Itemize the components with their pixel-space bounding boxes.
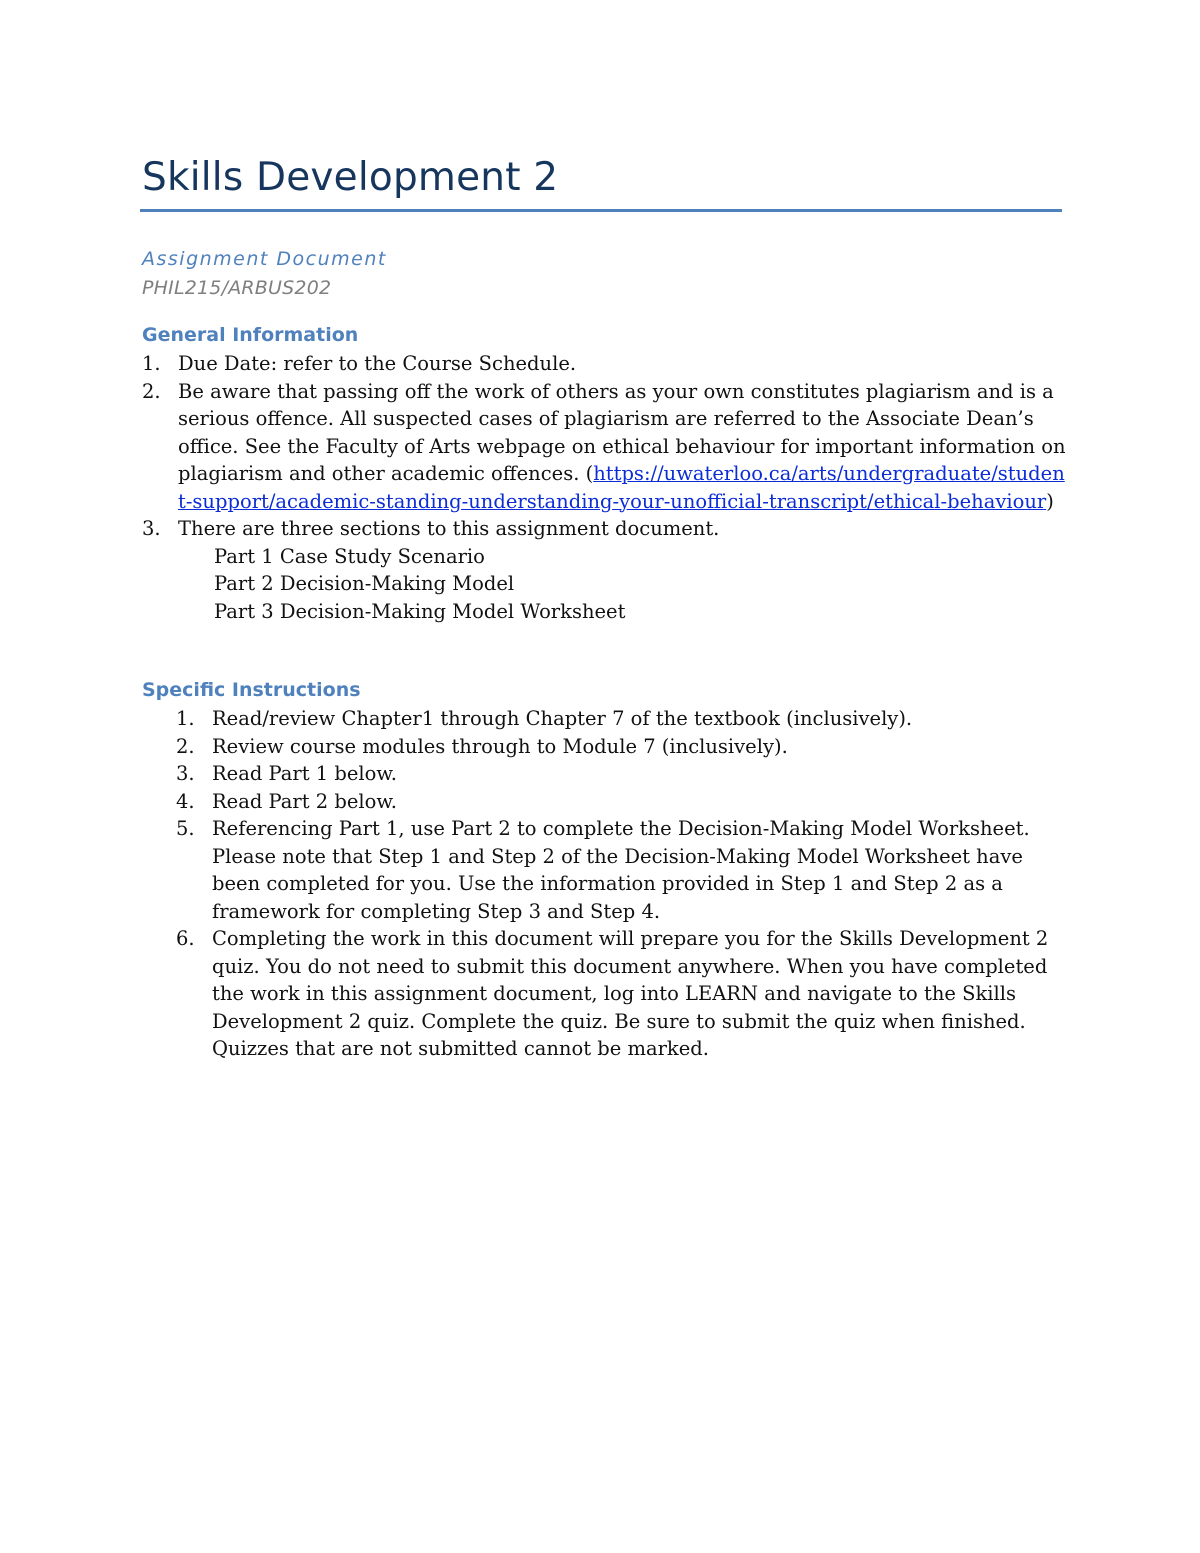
list-item-text: Read Part 1 below.	[212, 762, 397, 785]
part-item: Part 2 Decision-Making Model	[214, 572, 515, 595]
general-information-list	[142, 350, 1067, 625]
link-closing-paren: )	[1046, 489, 1054, 513]
list-item-text: Read Part 2 below.	[212, 789, 397, 813]
list-item	[176, 815, 1066, 925]
specific-instructions-list	[176, 705, 1066, 1063]
list-item-text: Review course modules through to Module 7 (inclusively).	[212, 734, 788, 758]
list-item	[176, 760, 1066, 788]
general-information-heading: General Information	[142, 324, 359, 346]
title-underline	[140, 209, 1062, 212]
course-code: PHIL215/ARBUS202	[142, 277, 332, 299]
list-item	[176, 925, 1066, 1063]
list-item-text: Referencing Part 1, use Part 2 to complete the Decision-Making Model Worksheet. Please note that Step 1 and Step 2 of the Decision-Making Model Worksheet have been completed for you. Use the information provided in Step 1 and Step 2 as a framework for completing Step 3 and Step 4.	[212, 817, 1030, 923]
list-number: 3.	[176, 762, 195, 785]
list-number: 3.	[142, 517, 161, 540]
list-number: 4.	[176, 789, 195, 813]
list-item-text: Completing the work in this document will prepare you for the Skills Development 2 quiz. You do not need to submit this document anywhere. When you have completed the work in this assignment document, log into LEARN and navigate to the Skills Development 2 quiz. Complete the quiz. Be sure to submit the quiz when finished. Quizzes that are not submitted cannot be marked.	[212, 927, 1049, 1060]
list-item	[176, 705, 1066, 733]
list-number: 2.	[176, 734, 195, 758]
document-subtitle: Assignment Document	[142, 248, 387, 270]
page-title: Skills Development 2	[142, 155, 559, 200]
list-item	[142, 350, 1067, 378]
list-item-text: Due Date: refer to the Course Schedule.	[178, 352, 577, 375]
part-item: Part 1 Case Study Scenario	[214, 544, 485, 568]
list-number: 6.	[176, 927, 195, 950]
list-item	[142, 378, 1067, 516]
list-item	[176, 788, 1066, 816]
list-number: 1.	[176, 707, 195, 730]
list-number: 2.	[142, 379, 161, 403]
list-item-text: There are three sections to this assignment document.	[178, 517, 720, 540]
list-number: 1.	[142, 352, 161, 375]
list-item	[142, 515, 1067, 625]
assignment-parts-list	[178, 543, 1067, 626]
list-number: 5.	[176, 817, 195, 840]
part-item: Part 3 Decision-Making Model Worksheet	[214, 599, 626, 623]
specific-instructions-heading: Specific Instructions	[142, 679, 361, 701]
ethical-behaviour-link[interactable]: https://uwaterloo.ca/arts/undergraduate/student-support/academic-standing-understanding-your-unofficial-transcript/ethical-behaviour	[178, 462, 1065, 513]
list-item-text: Read/review Chapter1 through Chapter 7 of the textbook (inclusively).	[212, 707, 913, 730]
list-item-text: Be aware that passing off the work of others as your own constitutes plagiarism and is a serious offence. All suspected cases of plagiarism are referred to the Associate Dean’s office. See the Faculty of Arts webpage on ethical behaviour for important information on plagiarism and other academic offences. (	[178, 379, 1066, 485]
list-item	[176, 733, 1066, 761]
